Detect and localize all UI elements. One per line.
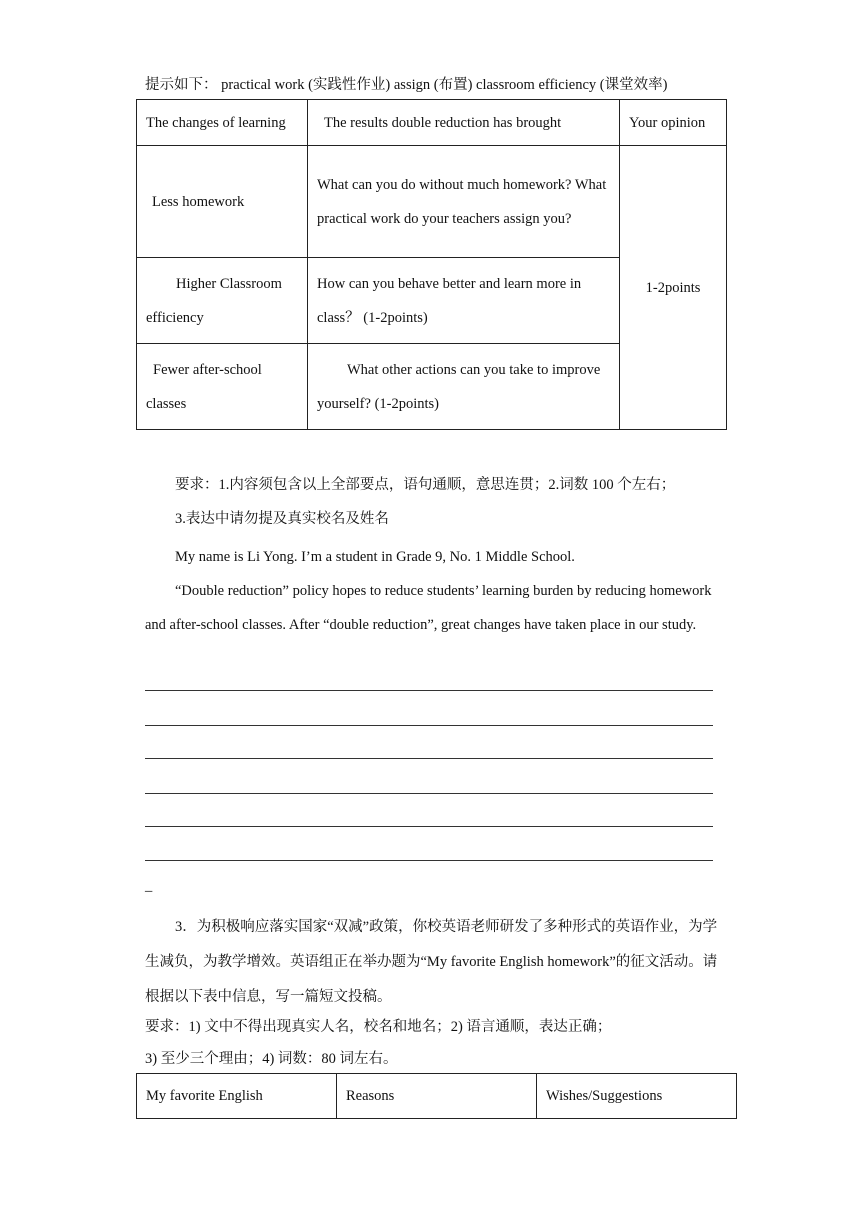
essay-paragraph-1: My name is Li Yong. I’m a student in Grade 9, No. 1 Middle School.	[175, 549, 575, 565]
writing-line[interactable]	[145, 826, 713, 827]
change-cell: Fewer after-school classes	[137, 344, 308, 430]
header-results: The results double reduction has brought	[308, 100, 620, 146]
requirements-line-2: 3.表达中请勿提及真实校名及姓名	[175, 511, 389, 527]
writing-line[interactable]	[145, 690, 713, 691]
trailing-mark: _	[145, 878, 153, 894]
writing-line[interactable]	[145, 860, 713, 861]
header-favorite: My favorite English	[137, 1074, 337, 1119]
hint-line: 提示如下： practical work (实践性作业) assign (布置) classroom efficiency (课堂效率)	[145, 77, 668, 93]
question-3-requirements-2: 3) 至少三个理由；4) 词数：80 词左右。	[145, 1051, 398, 1067]
opinion-cell: 1-2points	[620, 146, 727, 430]
question-3-text: 3．为积极响应落实国家“双减”政策，你校英语老师研发了多种形式的英语作业，为学生减负，为教学增效。英语组正在举办题为“My favorite English homework”的征文活动。请根据以下表中信息，写一篇短文投稿。	[145, 919, 718, 1005]
change-cell: Higher Classroom efficiency	[137, 258, 308, 344]
question-3-requirements-1: 要求：1) 文中不得出现真实人名，校名和地名；2) 语言通顺，表达正确；	[145, 1019, 612, 1035]
result-cell: How can you behave better and learn more in class？ (1-2points)	[308, 258, 620, 344]
table-header-row	[137, 1074, 737, 1119]
result-cell: What other actions can you take to improve yourself? (1-2points)	[308, 344, 620, 430]
header-reasons: Reasons	[337, 1074, 537, 1119]
header-opinion: Your opinion	[620, 100, 727, 146]
writing-line[interactable]	[145, 725, 713, 726]
writing-line[interactable]	[145, 758, 713, 759]
favorite-homework-table	[136, 1073, 737, 1119]
result-cell: What can you do without much homework? What practical work do your teachers assign you?	[308, 146, 620, 258]
writing-line[interactable]	[145, 793, 713, 794]
change-cell: Less homework	[137, 146, 308, 258]
learning-changes-table	[136, 99, 727, 430]
requirements-line-1: 要求：1.内容须包含以上全部要点，语句通顺，意思连贯；2.词数 100 个左右；	[175, 477, 676, 493]
essay-paragraph-2: “Double reduction” policy hopes to reduce students’ learning burden by reducing homework and after-school classes. After “double reduction”, great changes have taken place in our study.	[145, 583, 712, 633]
header-changes: The changes of learning	[137, 100, 308, 146]
header-wishes: Wishes/Suggestions	[537, 1074, 737, 1119]
table-row	[137, 146, 727, 258]
table-header-row	[137, 100, 727, 146]
